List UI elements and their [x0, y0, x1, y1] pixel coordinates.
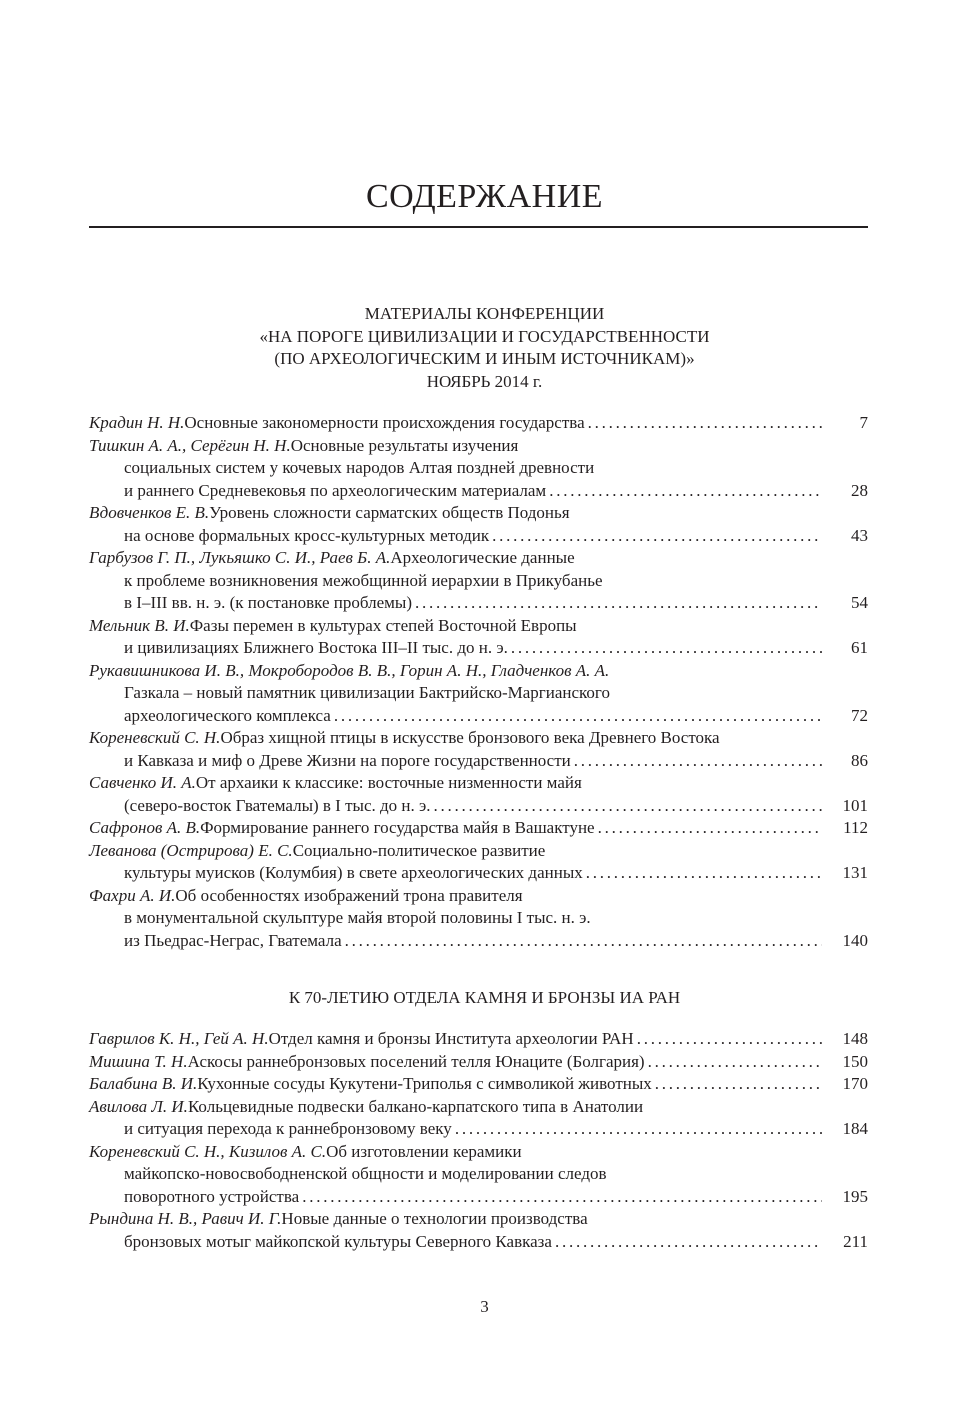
section-heading-conference: [0, 303, 969, 393]
toc-entry-authors: Мельник В. И.: [89, 615, 190, 635]
toc-entry-title: Фазы перемен в культурах степей Восточной Европы: [189, 615, 577, 635]
toc-entry-page: 7: [859, 413, 868, 432]
toc-entry-page: 195: [842, 1186, 868, 1206]
toc-entry-page: 101: [842, 795, 868, 815]
toc-entry-authors: Авилова Л. И.: [89, 1096, 188, 1116]
toc-entry-title: Формирование раннего государства майя в Вашактуне: [200, 818, 595, 837]
toc-entry-title: Уровень сложности сарматских обществ Подонья: [209, 503, 570, 522]
toc-entry-line: [89, 592, 868, 615]
toc-entry-title: Археологические данные: [390, 548, 575, 567]
toc-entry-page: 211: [843, 1231, 868, 1251]
toc-entry: [89, 1208, 868, 1253]
toc-entry-title: Образ хищной птицы в искусстве бронзового века Древнего Востока: [220, 728, 720, 747]
toc-entry-authors: Леванова (Острирова) Е. С.: [89, 840, 293, 860]
toc-entry-line: [89, 1231, 868, 1254]
toc-entry: [89, 547, 868, 615]
toc-entry-line: [89, 1051, 868, 1074]
toc-entry-line: [89, 570, 868, 593]
toc-entry-page: 112: [843, 818, 868, 837]
toc-entry: [89, 435, 868, 503]
toc-entry: [89, 1073, 868, 1096]
toc-entry-line: [89, 907, 868, 930]
toc-entry-line: [89, 1028, 868, 1051]
toc-entry: [89, 502, 868, 547]
toc-entry-authors: Савченко И. А.: [89, 773, 196, 792]
toc-entry-line: [89, 502, 868, 525]
section-heading-line: К 70-ЛЕТИЮ ОТДЕЛА КАМНЯ И БРОНЗЫ ИА РАН: [288, 988, 681, 1007]
toc-entry-line: [89, 1118, 868, 1141]
toc-entry-title: Газкала – новый памятник цивилизации Бактрийско-Маргианского: [124, 683, 610, 702]
toc-entry-title: Кольцевидные подвески балкано-карпатского типа в Анатолии: [187, 1096, 644, 1116]
section-heading-anniversary: [0, 987, 969, 1010]
toc-entry-authors: Гаврилов К. Н., Гей А. Н.: [89, 1029, 269, 1048]
dot-leader: [434, 795, 822, 818]
toc-entry-line: [89, 457, 868, 480]
toc-entry-line: [89, 435, 868, 458]
toc-entry-line: [89, 840, 868, 863]
toc-entry-authors: Фахри А. И.: [89, 885, 176, 905]
toc-entry: [89, 660, 868, 728]
section-heading-line: «НА ПОРОГЕ ЦИВИЛИЗАЦИИ И ГОСУДАРСТВЕННОСТИ: [259, 326, 710, 346]
toc-entry-authors: Рындина Н. В., Равич И. Г.: [89, 1209, 282, 1228]
toc-entry-page: 86: [851, 750, 868, 770]
toc-entry-line: [89, 525, 868, 548]
toc-entry-title: и Кавказа и миф о Древе Жизни на пороге государственности: [124, 750, 571, 770]
toc-entry-line: [89, 727, 868, 750]
toc-entry-authors: Кореневский С. Н., Кизилов А. С.: [89, 1141, 327, 1161]
toc-entry-title: От архаики к классике: восточные низменности майя: [195, 773, 582, 792]
section-heading-line: НОЯБРЬ 2014 г.: [426, 371, 543, 391]
toc-entry-title: Основные результаты изучения: [290, 435, 519, 455]
toc-entry-line: [89, 1186, 868, 1209]
dot-leader: [588, 412, 822, 435]
toc-entry-title: Социально-политическое развитие: [292, 840, 546, 860]
toc-entry-line: [89, 637, 868, 660]
toc-entry-page: 61: [851, 638, 868, 657]
dot-leader: [574, 750, 822, 773]
toc-entry-title: социальных систем у кочевых народов Алтая поздней древности: [124, 458, 595, 477]
toc-entry-authors: Кореневский С. Н.: [89, 728, 221, 747]
toc-entry-line: [89, 480, 868, 503]
toc-entry-authors: Крадин Н. Н.: [89, 413, 185, 432]
toc-entry-title: в монументальной скульптуре майя второй половины I тыс. н. э.: [124, 908, 591, 927]
toc-entry-title: Аскосы раннебронзовых поселений телля Юнаците (Болгария): [187, 1051, 645, 1071]
toc-entry-line: [89, 930, 868, 953]
toc-entry-page: 150: [842, 1051, 868, 1071]
dot-leader: [302, 1186, 822, 1209]
toc-entry: [89, 1051, 868, 1074]
toc-entry-line: [89, 772, 868, 795]
toc-entry-title: в I–III вв. н. э. (к постановке проблемы): [124, 593, 412, 612]
dot-leader: [455, 1118, 822, 1141]
toc-entry-title: Новые данные о технологии производства: [281, 1209, 588, 1228]
dot-leader: [549, 480, 822, 503]
page-number: 3: [480, 1297, 489, 1316]
toc-entry-authors: Вдовченков Е. В.: [89, 503, 210, 522]
dot-leader: [586, 862, 822, 885]
toc-section-anniversary: [89, 1028, 868, 1253]
toc-entry-authors: Балабина В. И.: [89, 1074, 198, 1093]
dot-leader: [648, 1051, 822, 1074]
toc-entry-title: к проблеме возникновения межобщинной иерархии в Прикубанье: [124, 570, 603, 590]
toc-entry: [89, 727, 868, 772]
toc-entry-line: [89, 615, 868, 638]
toc-entry-authors: Гарбузов Г. П., Лукьяшко С. И., Раев Б. А.: [89, 548, 391, 567]
toc-entry-line: [89, 885, 868, 908]
toc-entry-title: Об изготовлении керамики: [326, 1141, 522, 1161]
toc-entry: [89, 840, 868, 885]
dot-leader: [555, 1231, 822, 1254]
title-rule: [89, 226, 868, 228]
toc-entry-authors: Рукавишникова И. В., Мокробородов В. В., Горин А. Н., Гладченков А. А.: [89, 660, 610, 680]
toc-entry-line: [89, 862, 868, 885]
toc-entry-title: и цивилизациях Ближнего Востока III–II тыс. до н. э.: [124, 638, 508, 657]
dot-leader: [637, 1028, 822, 1051]
toc-entry-title: Кухонные сосуды Кукутени-Триполья с символикой животных: [197, 1074, 652, 1093]
toc-entry-authors: Тишкин А. А., Серёгин Н. Н.: [89, 435, 291, 455]
toc-entry-line: [89, 1163, 868, 1186]
toc-entry: [89, 817, 868, 840]
toc-entry: [89, 885, 868, 953]
toc-entry: [89, 615, 868, 660]
toc-entry-title: на основе формальных кросс-культурных методик: [124, 525, 490, 545]
toc-entry-page: 170: [842, 1074, 868, 1093]
toc-entry-title: археологического комплекса: [124, 705, 331, 725]
toc-entry-line: [89, 660, 868, 683]
dot-leader: [345, 930, 822, 953]
section-heading-line: МАТЕРИАЛЫ КОНФЕРЕНЦИИ: [364, 304, 605, 323]
toc-entry-page: 28: [851, 480, 868, 500]
toc-entry-line: [89, 795, 868, 818]
toc-entry-title: Основные закономерности происхождения государства: [184, 413, 585, 432]
toc-entry-title: культуры муисков (Колумбия) в свете археологических данных: [124, 863, 583, 882]
toc-entry-line: [89, 705, 868, 728]
toc-entry-line: [89, 547, 868, 570]
toc-entry-title: Об особенностях изображений трона правителя: [175, 885, 523, 905]
toc-entry: [89, 1141, 868, 1209]
toc-entry-title: и раннего Средневековья по археологическим материалам: [124, 480, 547, 500]
toc-entry-title: поворотного устройства: [124, 1186, 300, 1206]
toc-entry-page: 148: [842, 1029, 868, 1048]
toc-entry: [89, 412, 868, 435]
section-heading-line: (ПО АРХЕОЛОГИЧЕСКИМ И ИНЫМ ИСТОЧНИКАМ)»: [274, 349, 695, 368]
toc-entry-title: и ситуация перехода к раннебронзовому веку: [124, 1119, 452, 1138]
toc-entry-title: бронзовых мотыг майкопской культуры Северного Кавказа: [124, 1231, 552, 1251]
toc-entry-line: [89, 1096, 868, 1119]
toc-entry-page: 131: [842, 863, 868, 882]
dot-leader: [598, 817, 822, 840]
toc-entry-title: майкопско-новосвободненской общности и моделировании следов: [124, 1164, 607, 1183]
toc-entry-page: 72: [851, 705, 868, 725]
toc-entry-page: 43: [851, 525, 868, 545]
toc-entry: [89, 772, 868, 817]
toc-entry-page: 54: [851, 593, 868, 612]
toc-entry-authors: Сафронов А. В.: [89, 818, 201, 837]
page-title: СОДЕРЖАНИЕ: [365, 178, 604, 215]
toc-entry: [89, 1028, 868, 1051]
toc-entry-title: Отдел камня и бронзы Института археологии РАН: [268, 1029, 634, 1048]
toc-entry-line: [89, 817, 868, 840]
toc-entry-title: (северо-восток Гватемалы) в I тыс. до н. э.: [124, 795, 431, 815]
toc-entry-line: [89, 1141, 868, 1164]
toc-entry-line: [89, 750, 868, 773]
toc-entry-title: из Пьедрас-Неграс, Гватемала: [124, 930, 342, 950]
toc-entry: [89, 1096, 868, 1141]
toc-entry-page: 184: [842, 1119, 868, 1138]
dot-leader: [655, 1073, 822, 1096]
toc-entry-authors: Мишина Т. Н.: [89, 1051, 188, 1071]
dot-leader: [511, 637, 822, 660]
toc-entry-page: 140: [842, 930, 868, 950]
toc-entry-line: [89, 1073, 868, 1096]
dot-leader: [334, 705, 822, 728]
dot-leader: [492, 525, 822, 548]
toc-entry-line: [89, 412, 868, 435]
toc-entry-line: [89, 1208, 868, 1231]
toc-section-conference: [89, 412, 868, 952]
toc-entry-line: [89, 682, 868, 705]
dot-leader: [415, 592, 822, 615]
